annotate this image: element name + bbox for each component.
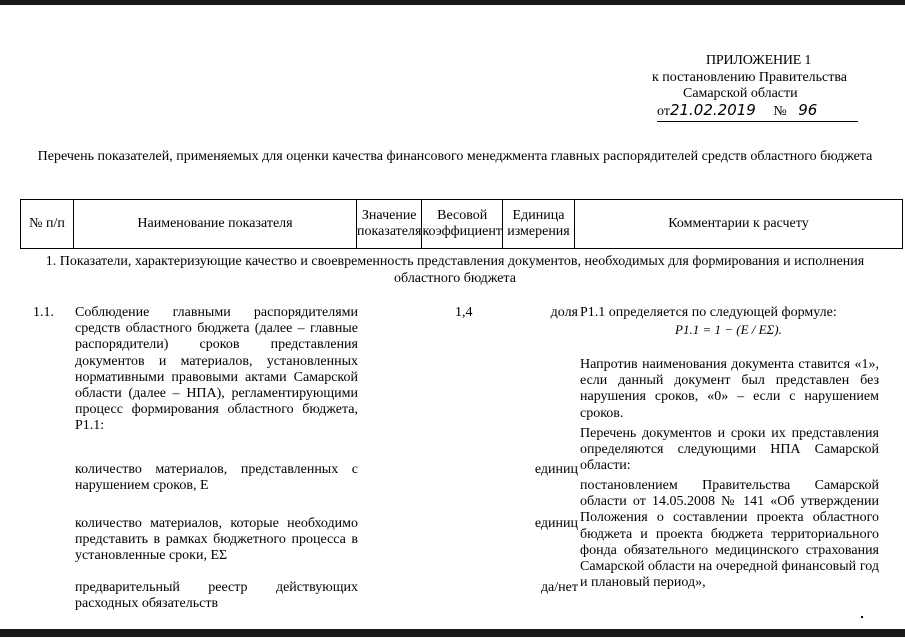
sub-item-required-materials: количество материалов, которые необходимо представить в рамках бюджетного процесса в установленные сроки, EΣ [75,516,358,564]
header-col-unit: Единица измерения [502,200,574,249]
sub-item-obligations-registry: предварительный реестр действующих расходных обязательств [75,580,358,612]
sub-item-late-materials-unit: единиц [534,462,578,477]
appendix-line-2: Самарской области [683,86,798,101]
number-prefix: № [773,104,787,119]
sub-item-obligations-registry-unit: да/нет [540,580,578,595]
sub-item-required-materials-unit: единиц [534,516,578,531]
header-col-weight: Весовой коэффициент [422,200,503,249]
top-border [0,0,905,5]
handwritten-date: 21.02.2019 [669,101,756,119]
stray-mark [861,616,863,618]
appendix-line-1: к постановлению Правительства [652,70,848,85]
document-title: Перечень показателей, применяемых для оценки качества финансового менеджмента главных распорядителей средств областного бюджета [37,149,873,164]
comment-paragraph-1: Напротив наименования документа ставится «1», если данный документ был представлен без нарушения сроков, «0» – если с нарушением сроков. [580,357,879,421]
indicator-weight: 1,4 [455,305,473,320]
handwritten-number: 96 [798,101,818,119]
row-number: 1.1. [33,305,54,320]
header-col-name: Наименование показателя [74,200,357,249]
section-title: 1. Показатели, характеризующие качество и своевременность представления документов, необходимых для формирования и исполнения областного бюджета [45,254,865,286]
comment-paragraph-2: Перечень документов и сроки их представления определяются следующими НПА Самарской области: [580,426,879,474]
header-col-value: Значение показателя [357,200,422,249]
comment-paragraph-3: постановлением Правительства Самарской области от 14.05.2008 № 141 «Об утверждении Положения о составлении проекта областного бюджета и проекта бюджета территориального фонда обязательного медицинского страхования Самарской области на очередной финансовый год и плановый период», [580,478,879,591]
date-number-line [657,101,858,122]
sub-item-late-materials: количество материалов, представленных с нарушением сроков, E [75,462,358,494]
formula: P1.1 = 1 − (E / EΣ). [675,322,782,337]
from-prefix: от [657,104,670,119]
comment-intro: P1.1 определяется по следующей формуле: [580,305,837,320]
header-col-comment: Комментарии к расчету [574,200,902,249]
header-col-number: № п/п [21,200,74,249]
indicator-table-header [20,199,903,249]
indicator-name: Соблюдение главными распорядителями средств областного бюджета (далее – главные распорядители) сроков представления документов и материалов, установленных нормативными правовыми актами Самарской области (далее – НПА), регламентирующими процесс формирования областного бюджета, P1.1: [75,305,358,434]
appendix-title: ПРИЛОЖЕНИЕ 1 [706,53,812,68]
indicator-unit: доля [550,305,578,320]
bottom-border [0,629,905,637]
